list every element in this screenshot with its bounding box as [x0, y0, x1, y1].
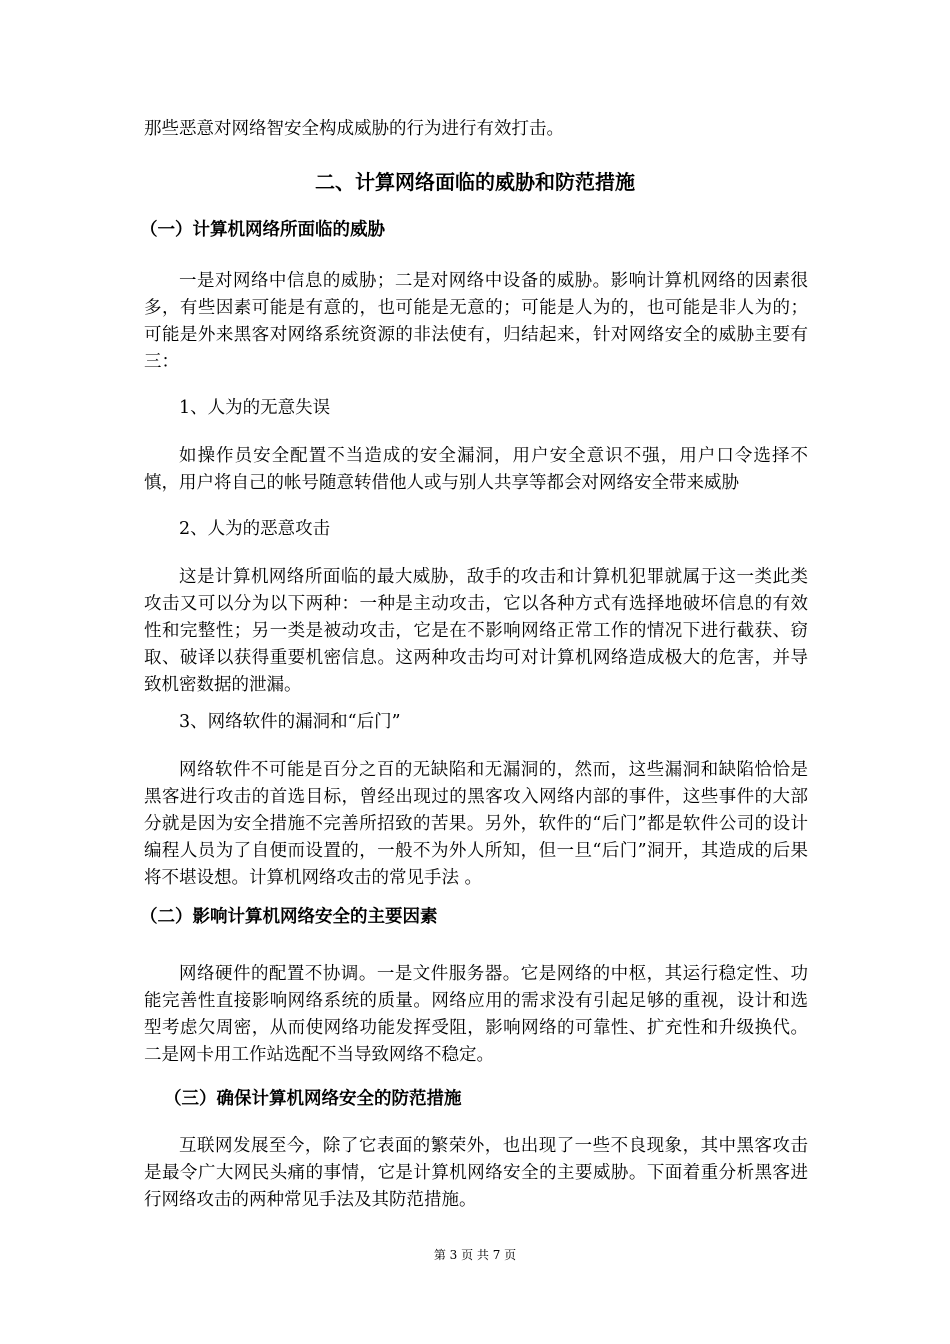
item-1-body: 如操作员安全配置不当造成的安全漏洞，用户安全意识不强，用户口令选择不慎，用户将自己的帐号随意转借他人或与别人共享等都会对网络安全带来威胁 — [144, 446, 808, 493]
section-3-body: 互联网发展至今，除了它表面的繁荣外，也出现了一些不良现象，其中黑客攻击是最令广大网民头痛的事情，它是计算机网络安全的主要威胁。下面着重分析黑客进行网络攻击的两种常见手法及其防范措施。 — [144, 1136, 808, 1210]
section-1-heading: （一）计算机网络所面临的威胁 — [140, 220, 385, 240]
section-1-intro: 一是对网络中信息的威胁；二是对网络中设备的威胁。影响计算机网络的因素很多，有些因素可能是有意的，也可能是无意的；可能是人为的，也可能是非人为的；可能是外来黑客对网络系统资源的非法使有，归结起来，针对网络安全的威胁主要有三： — [144, 271, 808, 372]
chapter-title: 二、计算网络面临的威胁和防范措施 — [315, 170, 635, 194]
section-2-body: 网络硬件的配置不协调。一是文件服务器。它是网络的中枢，其运行稳定性、功能完善性直接影响网络系统的质量。网络应用的需求没有引起足够的重视，设计和选型考虑欠周密，从而使网络功能发挥受阻，影响网络的可靠性、扩充性和升级换代。二是网卡用工作站选配不当导致网络不稳定。 — [144, 964, 808, 1065]
page-footer: 第 3 页 共 7 页 — [433, 1248, 517, 1262]
item-3-body: 网络软件不可能是百分之百的无缺陷和无漏洞的，然而，这些漏洞和缺陷恰恰是黑客进行攻击的首选目标，曾经出现过的黑客攻入网络内部的事件，这些事件的大部分就是因为安全措施不完善所招致的苦果。另外，软件的“后门”都是软件公司的设计编程人员为了自便而设置的，一般不为外人所知，但一旦“后门”洞开，其造成的后果将不堪设想。计算机网络攻击的常见手法 。 — [144, 760, 808, 888]
item-2-title: 2、人为的恶意攻击 — [179, 519, 331, 539]
section-3-heading: （三）确保计算机网络安全的防范措施 — [164, 1089, 462, 1109]
item-2-body: 这是计算机网络所面临的最大威胁，敌手的攻击和计算机犯罪就属于这一类此类攻击又可以分为以下两种：一种是主动攻击，它以各种方式有选择地破坏信息的有效性和完整性；另一类是被动攻击，它是在不影响网络正常工作的情况下进行截获、窃取、破译以获得重要机密信息。这两种攻击均可对计算机网络造成极大的危害，并导致机密数据的泄漏。 — [144, 567, 808, 695]
item-3-title: 3、网络软件的漏洞和“后门” — [179, 712, 401, 732]
continuation-text: 那些恶意对网络智安全构成威胁的行为进行有效打击。 — [144, 119, 564, 139]
section-2-heading: （二）影响计算机网络安全的主要因素 — [140, 907, 438, 927]
item-1-title: 1、人为的无意失误 — [179, 398, 331, 418]
